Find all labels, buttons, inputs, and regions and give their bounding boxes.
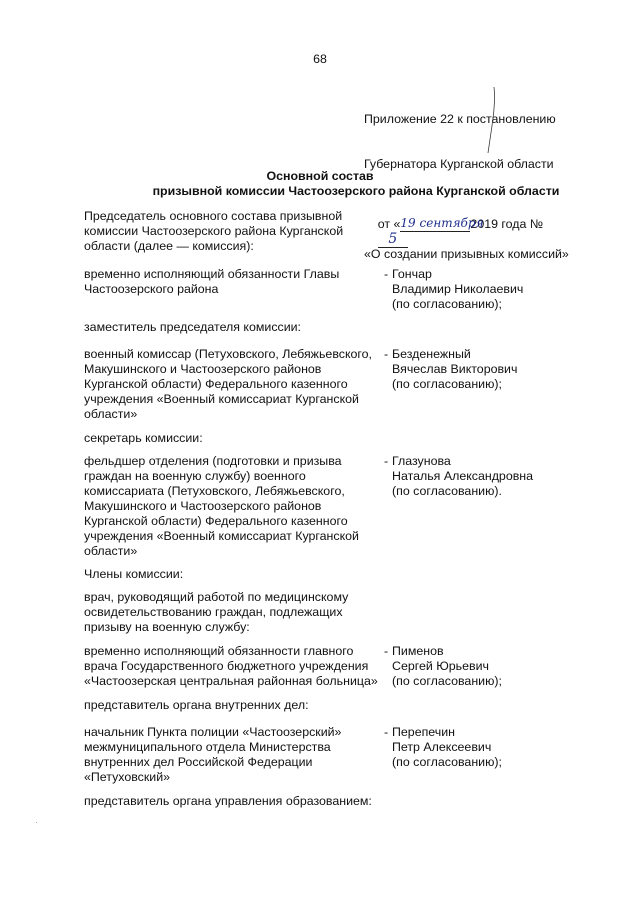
text-line: временно исполняющий обязанности главного: [84, 644, 354, 658]
date-field: [400, 216, 484, 232]
text-line: Макушинского и Частоозерского районов: [84, 362, 322, 376]
text-line: призыву на военную службу:: [84, 620, 250, 634]
text-line: комиссариата (Петуховского, Лебяжьевского,: [84, 484, 345, 498]
text-line: Вячеслав Викторович: [392, 362, 518, 376]
text-line: Председатель основного состава призывной: [84, 209, 343, 223]
text-line: учреждения «Военный комиссариат Курганской: [84, 529, 359, 543]
secretary-label: секретарь комиссии:: [84, 431, 203, 445]
dash: -: [384, 454, 389, 468]
scan-dot: [36, 822, 37, 823]
text-line: освидетельствованию граждан, подлежащих: [84, 605, 343, 619]
text-line: Наталья Александровна: [392, 469, 534, 483]
text-line: фельдшер отделения (подготовки и призыва: [84, 454, 342, 468]
text-line: (по согласованию);: [392, 377, 502, 391]
police-position: [84, 725, 384, 785]
text-line: начальник Пункта полиции «Частоозерский»: [84, 725, 342, 739]
text-line: Петр Алексеевич: [392, 740, 492, 754]
appendix-line-4: «О создании призывных комиссий»: [364, 247, 569, 261]
text-line: внутренних дел Российской Федерации: [84, 755, 313, 769]
page-number: 68: [313, 52, 327, 66]
secretary-person: [384, 454, 632, 499]
text-line: Макушинского и Частоозерского районов: [84, 499, 322, 513]
text-line: комиссии Частоозерского района Курганской: [84, 224, 344, 238]
text-line: Безденежный: [392, 347, 471, 361]
text-line: Гончар: [392, 267, 432, 281]
dash: -: [384, 347, 389, 361]
document-title: [0, 169, 640, 199]
doctor-person: [384, 644, 632, 689]
deputy-person: [384, 347, 632, 392]
title-line-2: призывной комиссии Частоозерского района Курганской области: [152, 184, 560, 198]
text-line: Курганской области) Федерального казенного: [84, 514, 348, 528]
deputy-position: [84, 347, 384, 422]
text-line: Пименов: [392, 644, 444, 658]
signature-stroke: [464, 85, 524, 155]
chair-person: [384, 267, 632, 312]
text-line: области (далее — комиссия):: [84, 239, 254, 253]
text-line: (по согласованию).: [392, 484, 502, 498]
text-line: врача Государственного бюджетного учреждения: [84, 659, 369, 673]
date-suffix: 2019 года №: [470, 217, 544, 231]
chair-position: [84, 267, 384, 297]
text-line: Курганской области) Федерального казенного: [84, 377, 348, 391]
chair-label: [84, 209, 384, 254]
text-line: (по согласованию);: [392, 297, 502, 311]
text-line: Перепечин: [392, 725, 455, 739]
text-line: Частоозерского района: [84, 282, 219, 296]
members-label: Члены комиссии:: [84, 567, 184, 581]
dash: -: [384, 725, 389, 739]
date-prefix: от «: [377, 217, 401, 231]
dash: -: [384, 644, 389, 658]
text-line: (по согласованию);: [392, 674, 502, 688]
appendix-line-2: Губернатора Курганской области: [364, 157, 554, 171]
text-line: учреждения «Военный комиссариат Курганской: [84, 392, 359, 406]
text-line: временно исполняющий обязанности Главы: [84, 267, 340, 281]
text-line: (по согласованию);: [392, 755, 502, 769]
text-line: Владимир Николаевич: [392, 282, 524, 296]
doctor-label: [84, 590, 384, 635]
education-label: представитель органа управления образованием:: [84, 794, 372, 808]
text-line: врач, руководящий работой по медицинскому: [84, 590, 349, 604]
deputy-label: заместитель председателя комиссии:: [84, 320, 301, 334]
text-line: области»: [84, 407, 138, 421]
text-line: «Петуховский»: [84, 770, 171, 784]
secretary-position: [84, 454, 384, 559]
text-line: области»: [84, 544, 138, 558]
handwritten-date: 19 сентября: [400, 216, 484, 230]
police-label: представитель органа внутренних дел:: [84, 698, 309, 712]
text-line: «Частоозерская центральная районная больница»: [84, 674, 378, 688]
text-line: военный комиссар (Петуховского, Лебяжьевского,: [84, 347, 372, 361]
appendix-line-3: [364, 202, 634, 247]
handwritten-number: 5: [388, 231, 398, 247]
text-line: межмуниципального отдела Министерства: [84, 740, 331, 754]
text-line: Глазунова: [392, 454, 451, 468]
dash: -: [384, 267, 389, 281]
doctor-position: [84, 644, 394, 689]
appendix-line-1: Приложение 22 к постановлению: [364, 112, 556, 126]
text-line: Сергей Юрьевич: [392, 659, 489, 673]
police-person: [384, 725, 632, 770]
title-line-1: Основной состав: [266, 169, 374, 183]
text-line: граждан на военную службу) военного: [84, 469, 306, 483]
